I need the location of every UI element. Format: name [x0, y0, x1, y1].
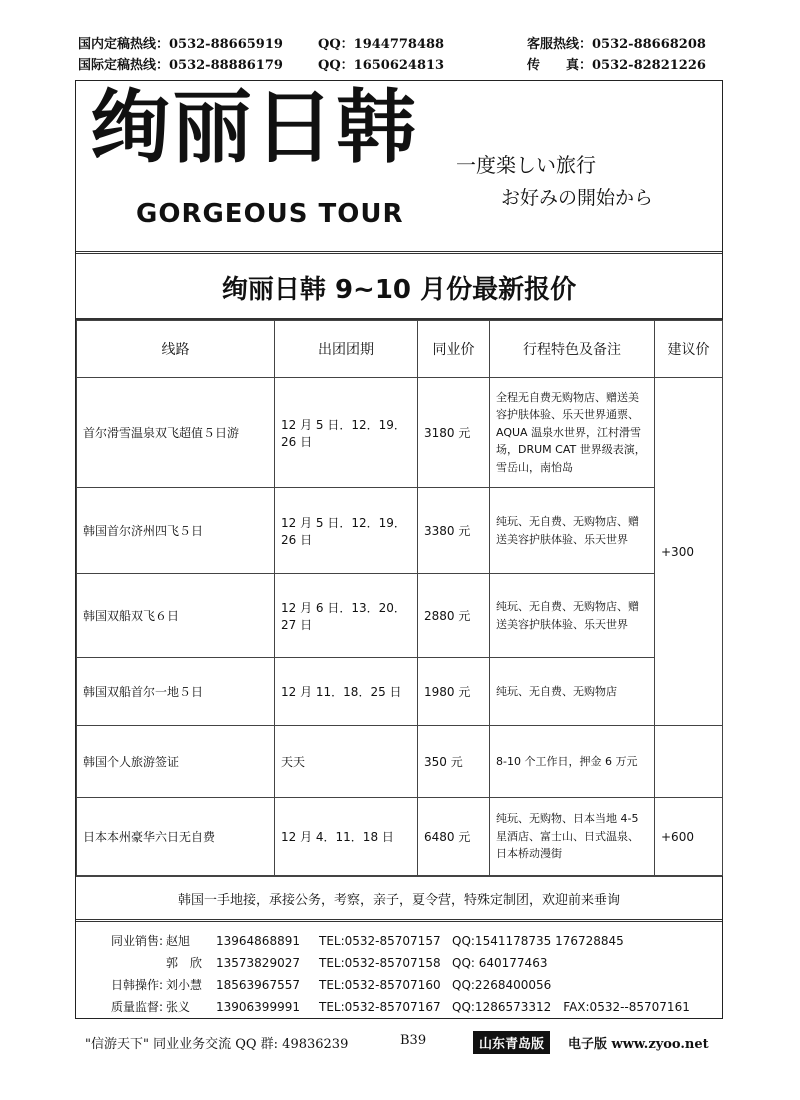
contact-row — [111, 998, 690, 1015]
contact-role: 同业销售: — [111, 934, 164, 948]
page-footer — [75, 1030, 723, 1054]
edition-badge: 山东青岛版 — [473, 1031, 550, 1054]
contact-qq: QQ:1286573312 FAX:0532--85707161 — [452, 1000, 690, 1014]
notes-cell: 纯玩、无自费、无购物店、赠送美容护肤体验、乐天世界 — [490, 488, 655, 574]
contact-tel: TEL:0532-85707157 — [319, 934, 441, 948]
table-row — [77, 574, 723, 658]
contact-mobile: 18563967557 — [216, 978, 300, 992]
notes-cell: 纯玩、无购物、日本当地 4-5 星酒店、富士山、日式温泉、日本桥动漫街 — [490, 798, 655, 876]
notes-cell: 纯玩、无自费、无购物店 — [490, 658, 655, 726]
header-features: 行程特色及备注 — [490, 321, 655, 378]
route-cell: 首尔滑雪温泉双飞超值５日游 — [77, 378, 275, 488]
price-cell: 1980 元 — [418, 658, 490, 726]
table-row — [77, 488, 723, 574]
price-sheet-title: 绚丽日韩 9~10 月份最新报价 — [76, 256, 722, 320]
international-hotline: 国际定稿热线：0532-88886179 — [78, 58, 283, 73]
header-trade-price: 同业价 — [418, 321, 490, 378]
table-row — [77, 378, 723, 488]
brand-header — [76, 81, 722, 254]
table-row — [77, 658, 723, 726]
contact-row — [111, 976, 551, 993]
notes-cell: 纯玩、无自费、无购物店、赠送美容护肤体验、乐天世界 — [490, 574, 655, 658]
qq-group-note: "信游天下" 同业业务交流 QQ 群: 49836239 — [85, 1037, 349, 1052]
contact-row — [111, 932, 624, 949]
fax-line: 传 真：0532-82821226 — [527, 58, 706, 73]
contact-name: 张义 — [166, 1000, 191, 1014]
contact-tel: TEL:0532-85707167 — [319, 1000, 441, 1014]
service-hotline: 客服热线：0532-88668208 — [527, 37, 706, 52]
contact-list — [76, 924, 722, 1018]
route-cell: 韩国双船双飞６日 — [77, 574, 275, 658]
table-row — [77, 726, 723, 798]
contact-mobile: 13573829027 — [216, 956, 300, 970]
contact-role: 质量监督: — [111, 1000, 164, 1014]
advert-frame — [75, 80, 723, 1019]
contact-qq: QQ:2268400056 — [452, 978, 552, 992]
price-cell: 350 元 — [418, 726, 490, 798]
contact-name: 郭 欣 — [166, 956, 203, 970]
suggested-price-empty — [655, 726, 723, 798]
contact-qq: QQ:1541178735 176728845 — [452, 934, 624, 948]
ebook-link[interactable]: 电子版 www.zyoo.net — [568, 1037, 709, 1052]
contact-tel: TEL:0532-85707160 — [319, 978, 441, 992]
route-cell: 日本本州豪华六日无自费 — [77, 798, 275, 876]
dates-cell: 天天 — [275, 726, 418, 798]
contact-qq: QQ: 640177463 — [452, 956, 548, 970]
dates-cell: 12 月 11．18．25 日 — [275, 658, 418, 726]
brand-english-name: GORGEOUS TOUR — [136, 199, 404, 229]
contact-mobile: 13906399991 — [216, 1000, 300, 1014]
dates-cell: 12 月 5 日．12．19．26 日 — [275, 378, 418, 488]
suggested-price-japan: +600 — [655, 798, 723, 876]
slogan-line1: 一度楽しい旅行 — [456, 153, 596, 177]
contact-tel: TEL:0532-85707158 — [319, 956, 441, 970]
header-suggested-price: 建议价 — [655, 321, 723, 378]
header-route: 线路 — [77, 321, 275, 378]
contact-name: 刘小慧 — [166, 978, 203, 992]
contact-row — [111, 954, 547, 971]
brand-name: 绚丽日韩 — [90, 80, 418, 174]
suggested-price-korea: +300 — [655, 378, 723, 726]
route-cell: 韩国个人旅游签证 — [77, 726, 275, 798]
table-row — [77, 798, 723, 876]
header-dates: 出团团期 — [275, 321, 418, 378]
price-cell: 3180 元 — [418, 378, 490, 488]
price-cell: 3380 元 — [418, 488, 490, 574]
dates-cell: 12 月 5 日．12．19．26 日 — [275, 488, 418, 574]
route-cell: 韩国首尔济州四飞５日 — [77, 488, 275, 574]
price-cell: 6480 元 — [418, 798, 490, 876]
route-cell: 韩国双船首尔一地５日 — [77, 658, 275, 726]
notes-cell: 8-10 个工作日，押金 6 万元 — [490, 726, 655, 798]
table-header-row — [77, 321, 723, 378]
contact-mobile: 13964868891 — [216, 934, 300, 948]
dates-cell: 12 月 4．11．18 日 — [275, 798, 418, 876]
price-table — [76, 320, 723, 876]
price-cell: 2880 元 — [418, 574, 490, 658]
international-qq: QQ：1650624813 — [318, 58, 445, 73]
contact-role: 日韩操作: — [111, 978, 164, 992]
dates-cell: 12 月 6 日．13．20．27 日 — [275, 574, 418, 658]
domestic-hotline: 国内定稿热线：0532-88665919 — [78, 37, 283, 52]
domestic-qq: QQ：1944778488 — [318, 37, 445, 52]
page-number: B39 — [400, 1033, 427, 1048]
notes-cell: 全程无自费无购物店、赠送美容护肤体验、乐天世界通票、AQUA 温泉水世界，江村滑雪场，DRUM CAT 世界级表演，雪岳山，南怡岛 — [490, 378, 655, 488]
slogan-line2: お好みの開始から — [501, 187, 654, 209]
contact-name: 赵旭 — [166, 934, 191, 948]
service-note: 韩国一手地接，承接公务，考察，亲子，夏令营，特殊定制团，欢迎前来垂询 — [76, 876, 722, 922]
